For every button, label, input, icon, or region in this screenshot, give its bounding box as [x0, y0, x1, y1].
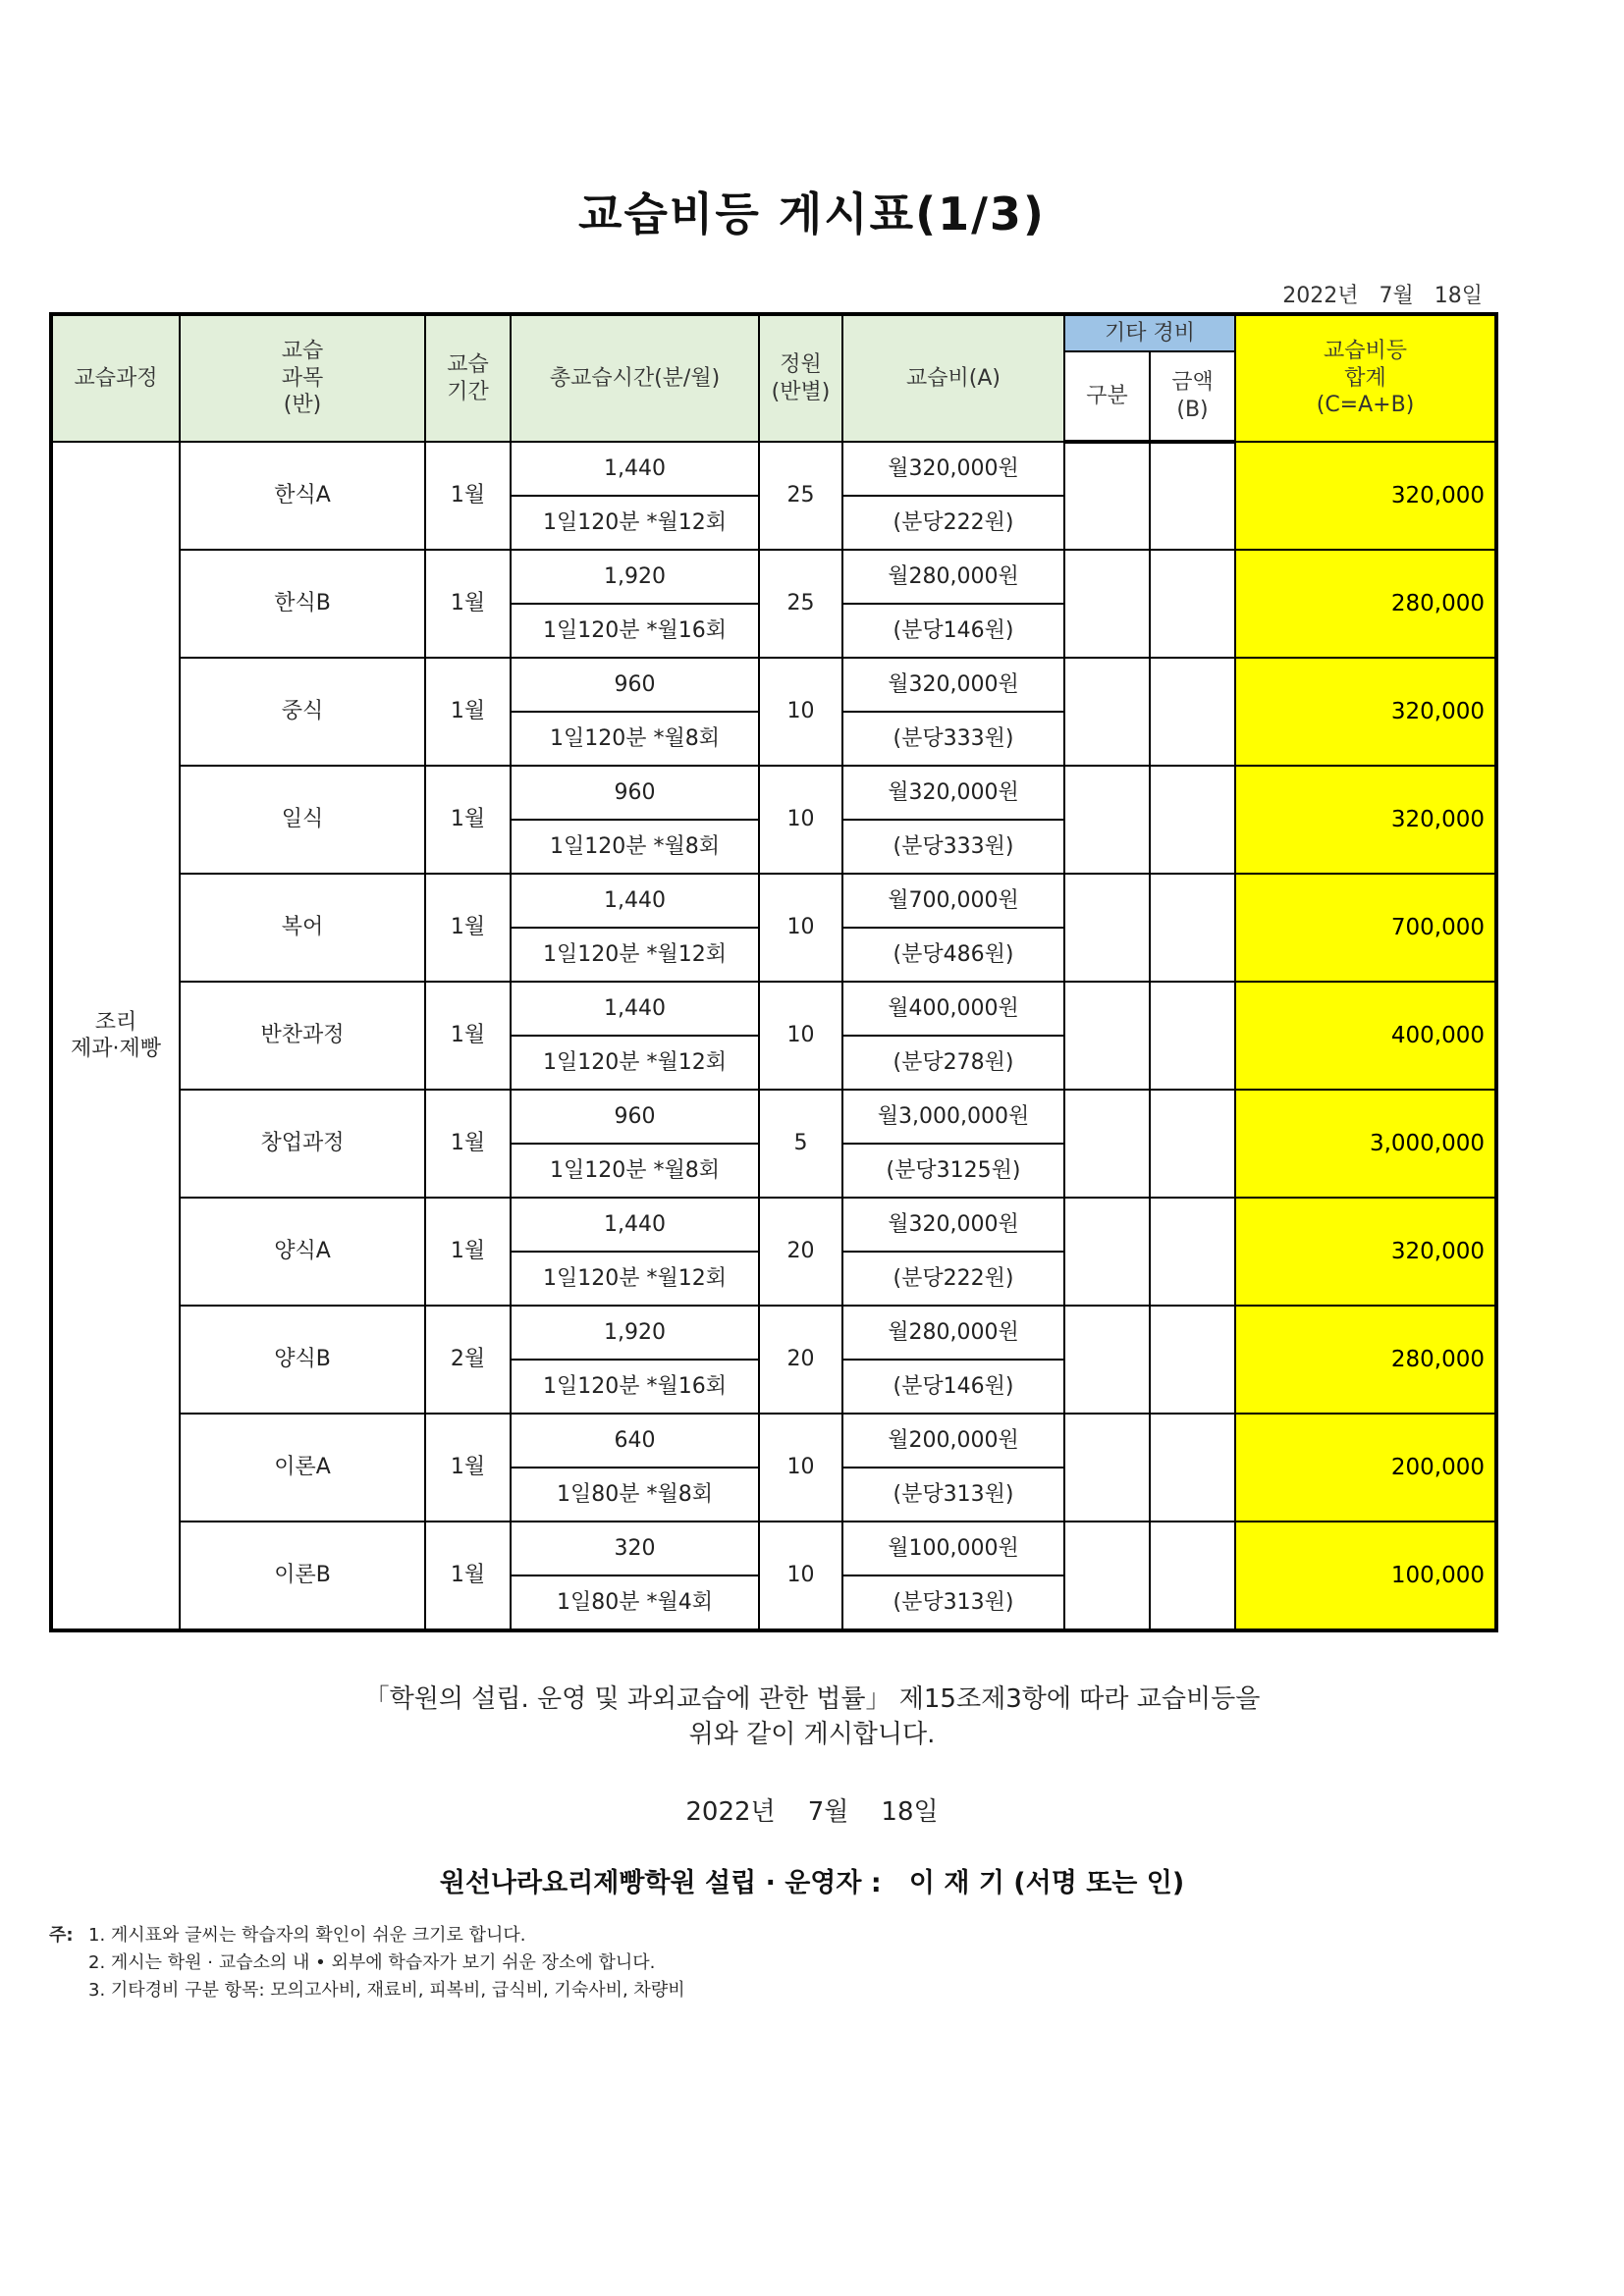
header-other-type: 구분 — [1064, 351, 1150, 442]
posting-date-bottom: 2022년 7월 18일 — [685, 1797, 939, 1827]
minutes-cell: 960 — [511, 766, 759, 820]
header-course: 교습과정 — [51, 314, 180, 442]
table-row — [51, 1090, 1496, 1144]
other-type-cell — [1064, 550, 1150, 658]
schedule-cell: 1일120분 *월12회 — [511, 928, 759, 982]
period-cell: 1월 — [425, 550, 511, 658]
header-other-amount: 금액 (B) — [1150, 351, 1235, 442]
capacity-cell: 10 — [759, 766, 842, 874]
other-type-cell — [1064, 766, 1150, 874]
other-amount-cell — [1150, 874, 1235, 982]
minutes-cell: 640 — [511, 1414, 759, 1468]
other-amount-cell — [1150, 982, 1235, 1090]
other-type-cell — [1064, 658, 1150, 766]
minutes-cell: 1,440 — [511, 1198, 759, 1252]
table-row — [51, 1306, 1496, 1360]
other-amount-cell — [1150, 1414, 1235, 1522]
total-cell: 3,000,000 — [1235, 1090, 1496, 1198]
footnote-label: 주: — [49, 1925, 74, 1946]
schedule-cell: 1일80분 *월4회 — [511, 1575, 759, 1630]
period-cell: 2월 — [425, 1306, 511, 1414]
minutes-cell: 1,440 — [511, 874, 759, 928]
schedule-cell: 1일120분 *월8회 — [511, 712, 759, 766]
table-row — [51, 1522, 1496, 1575]
per-minute-cell: (분당146원) — [842, 1360, 1064, 1414]
per-minute-cell: (분당222원) — [842, 1252, 1064, 1306]
fee-table — [49, 312, 1498, 1632]
footnote-item: 주: 1. 게시표와 글씨는 학습자의 확인이 쉬운 크기로 합니다. — [49, 1922, 685, 1949]
schedule-cell: 1일120분 *월8회 — [511, 820, 759, 874]
per-minute-cell: (분당222원) — [842, 496, 1064, 550]
minutes-cell: 320 — [511, 1522, 759, 1575]
fee-cell: 월320,000원 — [842, 1198, 1064, 1252]
capacity-cell: 25 — [759, 442, 842, 550]
footnotes — [49, 1922, 685, 2004]
fee-cell: 월100,000원 — [842, 1522, 1064, 1575]
fee-cell: 월200,000원 — [842, 1414, 1064, 1468]
posting-date-top: 2022년 7월 18일 — [1282, 284, 1483, 308]
subject-cell: 중식 — [180, 658, 425, 766]
capacity-cell: 20 — [759, 1198, 842, 1306]
capacity-cell: 10 — [759, 874, 842, 982]
footnote-item: 3. 기타경비 구분 항목: 모의고사비, 재료비, 피복비, 급식비, 기숙사비, 차량비 — [88, 1980, 685, 2001]
other-amount-cell — [1150, 766, 1235, 874]
fee-cell: 월400,000원 — [842, 982, 1064, 1036]
per-minute-cell: (분당3125원) — [842, 1144, 1064, 1198]
minutes-cell: 960 — [511, 658, 759, 712]
capacity-cell: 25 — [759, 550, 842, 658]
other-type-cell — [1064, 874, 1150, 982]
minutes-cell: 1,440 — [511, 442, 759, 496]
total-cell: 320,000 — [1235, 442, 1496, 550]
subject-cell: 양식B — [180, 1306, 425, 1414]
capacity-cell: 10 — [759, 1414, 842, 1522]
header-total-time: 총교습시간(분/월) — [511, 314, 759, 442]
other-type-cell — [1064, 982, 1150, 1090]
footnote-item: 2. 게시는 학원 · 교습소의 내 • 외부에 학습자가 보기 쉬운 장소에 합니다. — [88, 1952, 656, 1973]
header-subject: 교습 과목 (반) — [180, 314, 425, 442]
header-fee: 교습비(A) — [842, 314, 1064, 442]
table-row — [51, 1414, 1496, 1468]
capacity-cell: 10 — [759, 982, 842, 1090]
minutes-cell: 1,920 — [511, 550, 759, 604]
total-cell: 100,000 — [1235, 1522, 1496, 1630]
per-minute-cell: (분당313원) — [842, 1575, 1064, 1630]
schedule-cell: 1일120분 *월12회 — [511, 496, 759, 550]
period-cell: 1월 — [425, 442, 511, 550]
schedule-cell: 1일120분 *월16회 — [511, 604, 759, 658]
per-minute-cell: (분당278원) — [842, 1036, 1064, 1090]
header-period: 교습 기간 — [425, 314, 511, 442]
capacity-cell: 5 — [759, 1090, 842, 1198]
total-cell: 400,000 — [1235, 982, 1496, 1090]
legal-notice — [0, 1682, 1624, 1752]
schedule-cell: 1일120분 *월12회 — [511, 1036, 759, 1090]
per-minute-cell: (분당486원) — [842, 928, 1064, 982]
other-amount-cell — [1150, 1306, 1235, 1414]
capacity-cell: 20 — [759, 1306, 842, 1414]
other-amount-cell — [1150, 442, 1235, 550]
period-cell: 1월 — [425, 1090, 511, 1198]
schedule-cell: 1일120분 *월16회 — [511, 1360, 759, 1414]
fee-cell: 월280,000원 — [842, 550, 1064, 604]
subject-cell: 한식A — [180, 442, 425, 550]
subject-cell: 창업과정 — [180, 1090, 425, 1198]
table-row — [51, 766, 1496, 820]
period-cell: 1월 — [425, 982, 511, 1090]
table-row — [51, 550, 1496, 604]
schedule-cell: 1일120분 *월8회 — [511, 1144, 759, 1198]
per-minute-cell: (분당313원) — [842, 1468, 1064, 1522]
other-type-cell — [1064, 1522, 1150, 1630]
table-row — [51, 874, 1496, 928]
period-cell: 1월 — [425, 658, 511, 766]
total-cell: 280,000 — [1235, 1306, 1496, 1414]
fee-cell: 월3,000,000원 — [842, 1090, 1064, 1144]
course-name: 조리 제과·제빵 — [51, 442, 180, 1630]
schedule-cell: 1일120분 *월12회 — [511, 1252, 759, 1306]
per-minute-cell: (분당333원) — [842, 712, 1064, 766]
capacity-cell: 10 — [759, 658, 842, 766]
header-total: 교습비등 합계 (C=A+B) — [1235, 314, 1496, 442]
subject-cell: 양식A — [180, 1198, 425, 1306]
other-amount-cell — [1150, 1090, 1235, 1198]
capacity-cell: 10 — [759, 1522, 842, 1630]
period-cell: 1월 — [425, 1522, 511, 1630]
other-amount-cell — [1150, 550, 1235, 658]
per-minute-cell: (분당146원) — [842, 604, 1064, 658]
subject-cell: 이론B — [180, 1522, 425, 1630]
total-cell: 320,000 — [1235, 766, 1496, 874]
subject-cell: 이론A — [180, 1414, 425, 1522]
table-row — [51, 1198, 1496, 1252]
table-row — [51, 658, 1496, 712]
other-type-cell — [1064, 1306, 1150, 1414]
other-type-cell — [1064, 1198, 1150, 1306]
total-cell: 320,000 — [1235, 658, 1496, 766]
subject-cell: 한식B — [180, 550, 425, 658]
other-amount-cell — [1150, 1198, 1235, 1306]
period-cell: 1월 — [425, 874, 511, 982]
other-type-cell — [1064, 1414, 1150, 1522]
other-type-cell — [1064, 442, 1150, 550]
minutes-cell: 1,440 — [511, 982, 759, 1036]
total-cell: 700,000 — [1235, 874, 1496, 982]
other-amount-cell — [1150, 1522, 1235, 1630]
header-other-expenses: 기타 경비 — [1064, 314, 1235, 351]
legal-notice-line1: 「학원의 설립. 운영 및 과외교습에 관한 법률」 제15조제3항에 따라 교습비등을 — [363, 1684, 1261, 1714]
other-amount-cell — [1150, 658, 1235, 766]
table-row — [51, 442, 1496, 496]
period-cell: 1월 — [425, 1414, 511, 1522]
fee-cell: 월320,000원 — [842, 442, 1064, 496]
fee-cell: 월320,000원 — [842, 766, 1064, 820]
period-cell: 1월 — [425, 766, 511, 874]
page-title: 교습비등 게시표(1/3) — [578, 187, 1046, 240]
period-cell: 1월 — [425, 1198, 511, 1306]
per-minute-cell: (분당333원) — [842, 820, 1064, 874]
fee-cell: 월320,000원 — [842, 658, 1064, 712]
minutes-cell: 1,920 — [511, 1306, 759, 1360]
operator-signature-line: 원선나라요리제빵학원 설립 · 운영자 : 이 재 기 (서명 또는 인) — [439, 1868, 1185, 1898]
total-cell: 200,000 — [1235, 1414, 1496, 1522]
minutes-cell: 960 — [511, 1090, 759, 1144]
fee-cell: 월700,000원 — [842, 874, 1064, 928]
fee-cell: 월280,000원 — [842, 1306, 1064, 1360]
other-type-cell — [1064, 1090, 1150, 1198]
subject-cell: 복어 — [180, 874, 425, 982]
total-cell: 320,000 — [1235, 1198, 1496, 1306]
subject-cell: 반찬과정 — [180, 982, 425, 1090]
schedule-cell: 1일80분 *월8회 — [511, 1468, 759, 1522]
legal-notice-line2: 위와 같이 게시합니다. — [688, 1720, 936, 1749]
total-cell: 280,000 — [1235, 550, 1496, 658]
subject-cell: 일식 — [180, 766, 425, 874]
header-capacity: 정원 (반별) — [759, 314, 842, 442]
table-row — [51, 982, 1496, 1036]
